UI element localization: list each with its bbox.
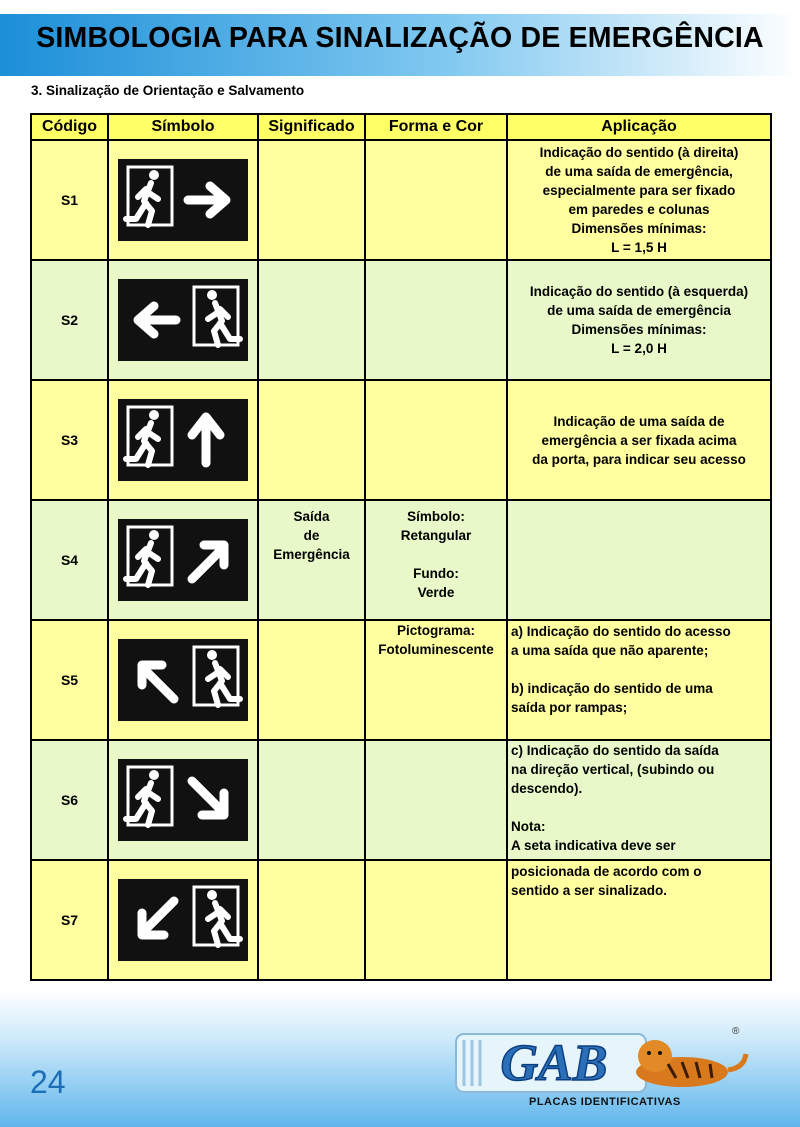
table-row	[31, 500, 771, 620]
aplicacao-line: Indicação do sentido (à esquerda)	[529, 284, 749, 299]
symbol-cell	[108, 140, 258, 260]
code-cell: S3	[31, 380, 108, 500]
gab-logo	[450, 1022, 750, 1098]
page-title: SIMBOLOGIA PARA SINALIZAÇÃO DE EMERGÊNCIA	[36, 22, 764, 54]
forma-cor-line: Fotoluminescente	[378, 642, 494, 657]
forma-cor-cell	[365, 260, 507, 380]
aplicacao-line: de uma saída de emergência,	[545, 164, 733, 179]
aplicacao-line: saída por rampas;	[511, 700, 628, 715]
tiger-icon	[636, 1040, 746, 1087]
significado-line: Emergência	[273, 547, 350, 562]
aplicacao-line: Nota:	[511, 819, 546, 834]
significado-cell	[258, 380, 365, 500]
table-row	[31, 140, 771, 260]
table-row	[31, 740, 771, 860]
code-cell: S5	[31, 620, 108, 740]
aplicacao-line: de uma saída de emergência	[547, 303, 731, 318]
aplicacao-cell-s6	[507, 740, 771, 860]
aplicacao-cell-s2	[507, 260, 771, 380]
table-row	[31, 860, 771, 980]
aplicacao-cell-s5	[507, 620, 771, 740]
exit-sign-down-left-arrow-icon	[118, 879, 248, 961]
forma-cor-line: Pictograma:	[396, 623, 476, 638]
aplicacao-line: posicionada de acordo com o	[511, 864, 702, 879]
aplicacao-cell-s7	[507, 860, 771, 980]
significado-cell	[258, 860, 365, 980]
symbol-cell	[108, 740, 258, 860]
exit-sign-down-right-arrow-icon	[118, 759, 248, 841]
aplicacao-line: a) Indicação do sentido do acesso	[511, 624, 731, 639]
aplicacao-cell-s4	[507, 500, 771, 620]
aplicacao-line: sentido a ser sinalizado.	[511, 883, 668, 898]
code-cell: S4	[31, 500, 108, 620]
exit-sign-up-left-arrow-icon	[118, 639, 248, 721]
symbol-cell	[108, 500, 258, 620]
aplicacao-line: na direção vertical, (subindo ou	[511, 762, 715, 777]
aplicacao-line: Dimensões mínimas:	[571, 221, 707, 236]
symbol-cell	[108, 380, 258, 500]
table-row	[31, 380, 771, 500]
code-cell: S7	[31, 860, 108, 980]
signage-table	[30, 113, 772, 981]
forma-cor-spacer	[366, 602, 506, 621]
aplicacao-line: b) indicação do sentido de uma	[511, 681, 713, 696]
code-cell: S2	[31, 260, 108, 380]
significado-cell	[258, 620, 365, 740]
column-header-significado: Significado	[258, 114, 365, 140]
significado-cell	[258, 740, 365, 860]
forma-cor-cell	[365, 740, 507, 860]
code-cell: S1	[31, 140, 108, 260]
page-number: 24	[30, 1064, 66, 1100]
significado-cell	[258, 260, 365, 380]
forma-cor-cell	[365, 380, 507, 500]
forma-cor-line: Verde	[417, 585, 455, 600]
registered-mark: ®	[732, 1026, 740, 1037]
aplicacao-line: A seta indicativa deve ser	[511, 838, 676, 853]
aplicacao-spacer	[511, 798, 770, 817]
aplicacao-line: especialmente para ser fixado	[542, 183, 736, 198]
aplicacao-line: c) Indicação do sentido da saída	[511, 743, 719, 758]
aplicacao-line: Dimensões mínimas:	[571, 322, 707, 337]
forma-cor-line: Fundo:	[413, 566, 459, 581]
column-header-codigo: Código	[31, 114, 108, 140]
column-header-forma-cor: Forma e Cor	[365, 114, 507, 140]
aplicacao-cell-s1	[507, 140, 771, 260]
aplicacao-spacer	[511, 660, 770, 679]
table-header-row	[31, 114, 771, 140]
exit-sign-right-arrow-icon	[118, 159, 248, 241]
aplicacao-line: L = 1,5 H	[611, 240, 667, 255]
aplicacao-line: em paredes e colunas	[568, 202, 710, 217]
aplicacao-line: emergência a ser fixada acima	[541, 432, 737, 448]
forma-cor-line: Símbolo:	[407, 509, 465, 524]
symbol-cell	[108, 620, 258, 740]
logo-subtext: PLACAS IDENTIFICATIVAS	[529, 1096, 681, 1108]
aplicacao-line: a uma saída que não aparente;	[511, 643, 709, 658]
table-row	[31, 260, 771, 380]
aplicacao-line: Indicação de uma saída de	[553, 413, 725, 429]
aplicacao-line: Indicação do sentido (à direita)	[539, 145, 739, 160]
forma-cor-cell	[365, 140, 507, 260]
column-header-simbolo: Símbolo	[108, 114, 258, 140]
exit-sign-up-right-arrow-icon	[118, 519, 248, 601]
aplicacao-line: descendo).	[511, 781, 583, 796]
symbol-cell	[108, 260, 258, 380]
forma-cor-cell	[365, 500, 507, 657]
forma-cor-line: Retangular	[400, 528, 472, 543]
symbol-cell	[108, 860, 258, 980]
significado-cell	[258, 500, 365, 620]
column-header-aplicacao: Aplicação	[507, 114, 771, 140]
exit-sign-up-arrow-icon	[118, 399, 248, 481]
significado-cell	[258, 140, 365, 260]
section-subtitle: 3. Sinalização de Orientação e Salvamento	[31, 83, 305, 98]
aplicacao-line: da porta, para indicar seu acesso	[532, 451, 746, 467]
exit-sign-left-arrow-icon	[118, 279, 248, 361]
logo-text: GAB	[500, 1035, 608, 1092]
code-cell: S6	[31, 740, 108, 860]
forma-cor-spacer	[366, 545, 506, 564]
forma-cor-cell	[365, 860, 507, 980]
significado-line: Saída	[293, 509, 330, 524]
aplicacao-line: L = 2,0 H	[611, 341, 667, 356]
aplicacao-cell-s3	[507, 380, 771, 500]
significado-line: de	[303, 528, 320, 543]
